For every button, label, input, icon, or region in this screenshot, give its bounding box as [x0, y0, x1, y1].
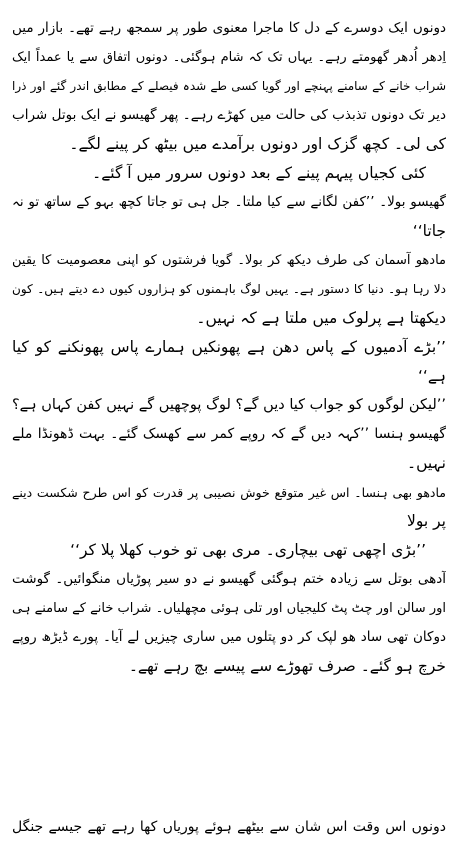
text-line: ’’لیکن لوگوں کو جواب کیا دیں گے؟ لوگ پوچھیں گے نہیں کفن کہاں ہے؟ — [12, 397, 446, 413]
text-line: دونوں اس وقت اس شان سے بیٹھے ہوئے پوریاں کھا رہے تھے جیسے جنگل — [12, 819, 446, 835]
text-line: دونوں ایک دوسرے کے دل کا ماجرا معنوی طور پر سمجھ رہے تھے۔ بازار میں — [12, 20, 446, 36]
text-line: اِدھر اُدھر گھومتے رہے۔ یہاں تک کہ شام ہوگئی۔ دونوں اتفاق سے یا عمداً ایک — [12, 50, 446, 65]
text-line: شراب خانے کے سامنے پہنچے اور گویا کسی طے شدہ فیصلے کے مطابق اندر گئے اور ذرا — [12, 79, 446, 93]
text-line: دیکھتا ہے پرلوک میں ملتا ہے کہ نہیں۔ — [196, 309, 446, 327]
text-line: دلا رہا ہو۔ دنیا کا دستور ہے۔ یہیں لوگ باہمنوں کو ہزاروں کیوں دے دیتے ہیں۔ کون — [12, 282, 446, 296]
text-line: پر بولا — [407, 512, 446, 530]
text-line: ہے‘‘ — [417, 367, 446, 385]
text-line: مادھو آسمان کی طرف دیکھ کر بولا۔ گویا فرشتوں کو اپنی معصومیت کا یقین — [12, 253, 446, 268]
text-line: آدھی بوتل سے زیادہ ختم ہوگئی گھیسو نے دو سیر پوڑیاں منگوائیں۔ گوشت — [12, 571, 446, 587]
text-line: خرچ ہو گئے۔ صرف تھوڑے سے پیسے بچ رہے تھے۔ — [128, 657, 446, 675]
text-line: مادھو بھی ہنسا۔ اس غیر متوقع خوش نصیبی پر قدرت کو اس طرح شکست دینے — [12, 485, 446, 500]
text-line: کی لی۔ کچھ گزک اور دونوں برآمدے میں بیٹھ کر پینے لگے۔ — [69, 135, 446, 153]
text-line: اور سالن اور چٹ پٹ کلیجیاں اور تلی ہوئی مچھلیاں۔ شراب خانے کے سامنے ہی — [12, 601, 446, 616]
text-line: نہیں۔ — [407, 454, 446, 472]
text-line: ’’بڑے آدمیوں کے پاس دھن ہے پھونکیں ہمارے پاس پھونکنے کو کیا — [12, 338, 446, 356]
text-line: جاتا‘‘ — [412, 222, 446, 240]
text-line: گھیسو بولا۔ ’’کفن لگانے سے کیا ملتا۔ جل ہی تو جاتا کچھ بہو کے ساتھ تو نہ — [12, 194, 446, 210]
text-line: کئی کجیاں پیہم پینے کے بعد دونوں سرور میں آ گئے۔ — [92, 164, 426, 182]
text-line: ’’بڑی اچھی تھی بیچاری۔ مری بھی تو خوب کھلا پلا کر‘‘ — [70, 541, 426, 559]
text-line: دیر تک دونوں تذبذب کی حالت میں کھڑے رہے۔ پھر گھیسو نے ایک بوتل شراب — [12, 107, 446, 123]
text-line: گھیسو ہنسا ’’کہہ دیں گے کہ روپے کمر سے کھسک گئے۔ بہت ڈھونڈا ملے — [12, 426, 446, 442]
text-line: دوکان تھی ساد ھو لپک کر دو پتلوں میں ساری چیزیں لے آیا۔ پورے ڈیڑھ روپے — [12, 629, 446, 645]
